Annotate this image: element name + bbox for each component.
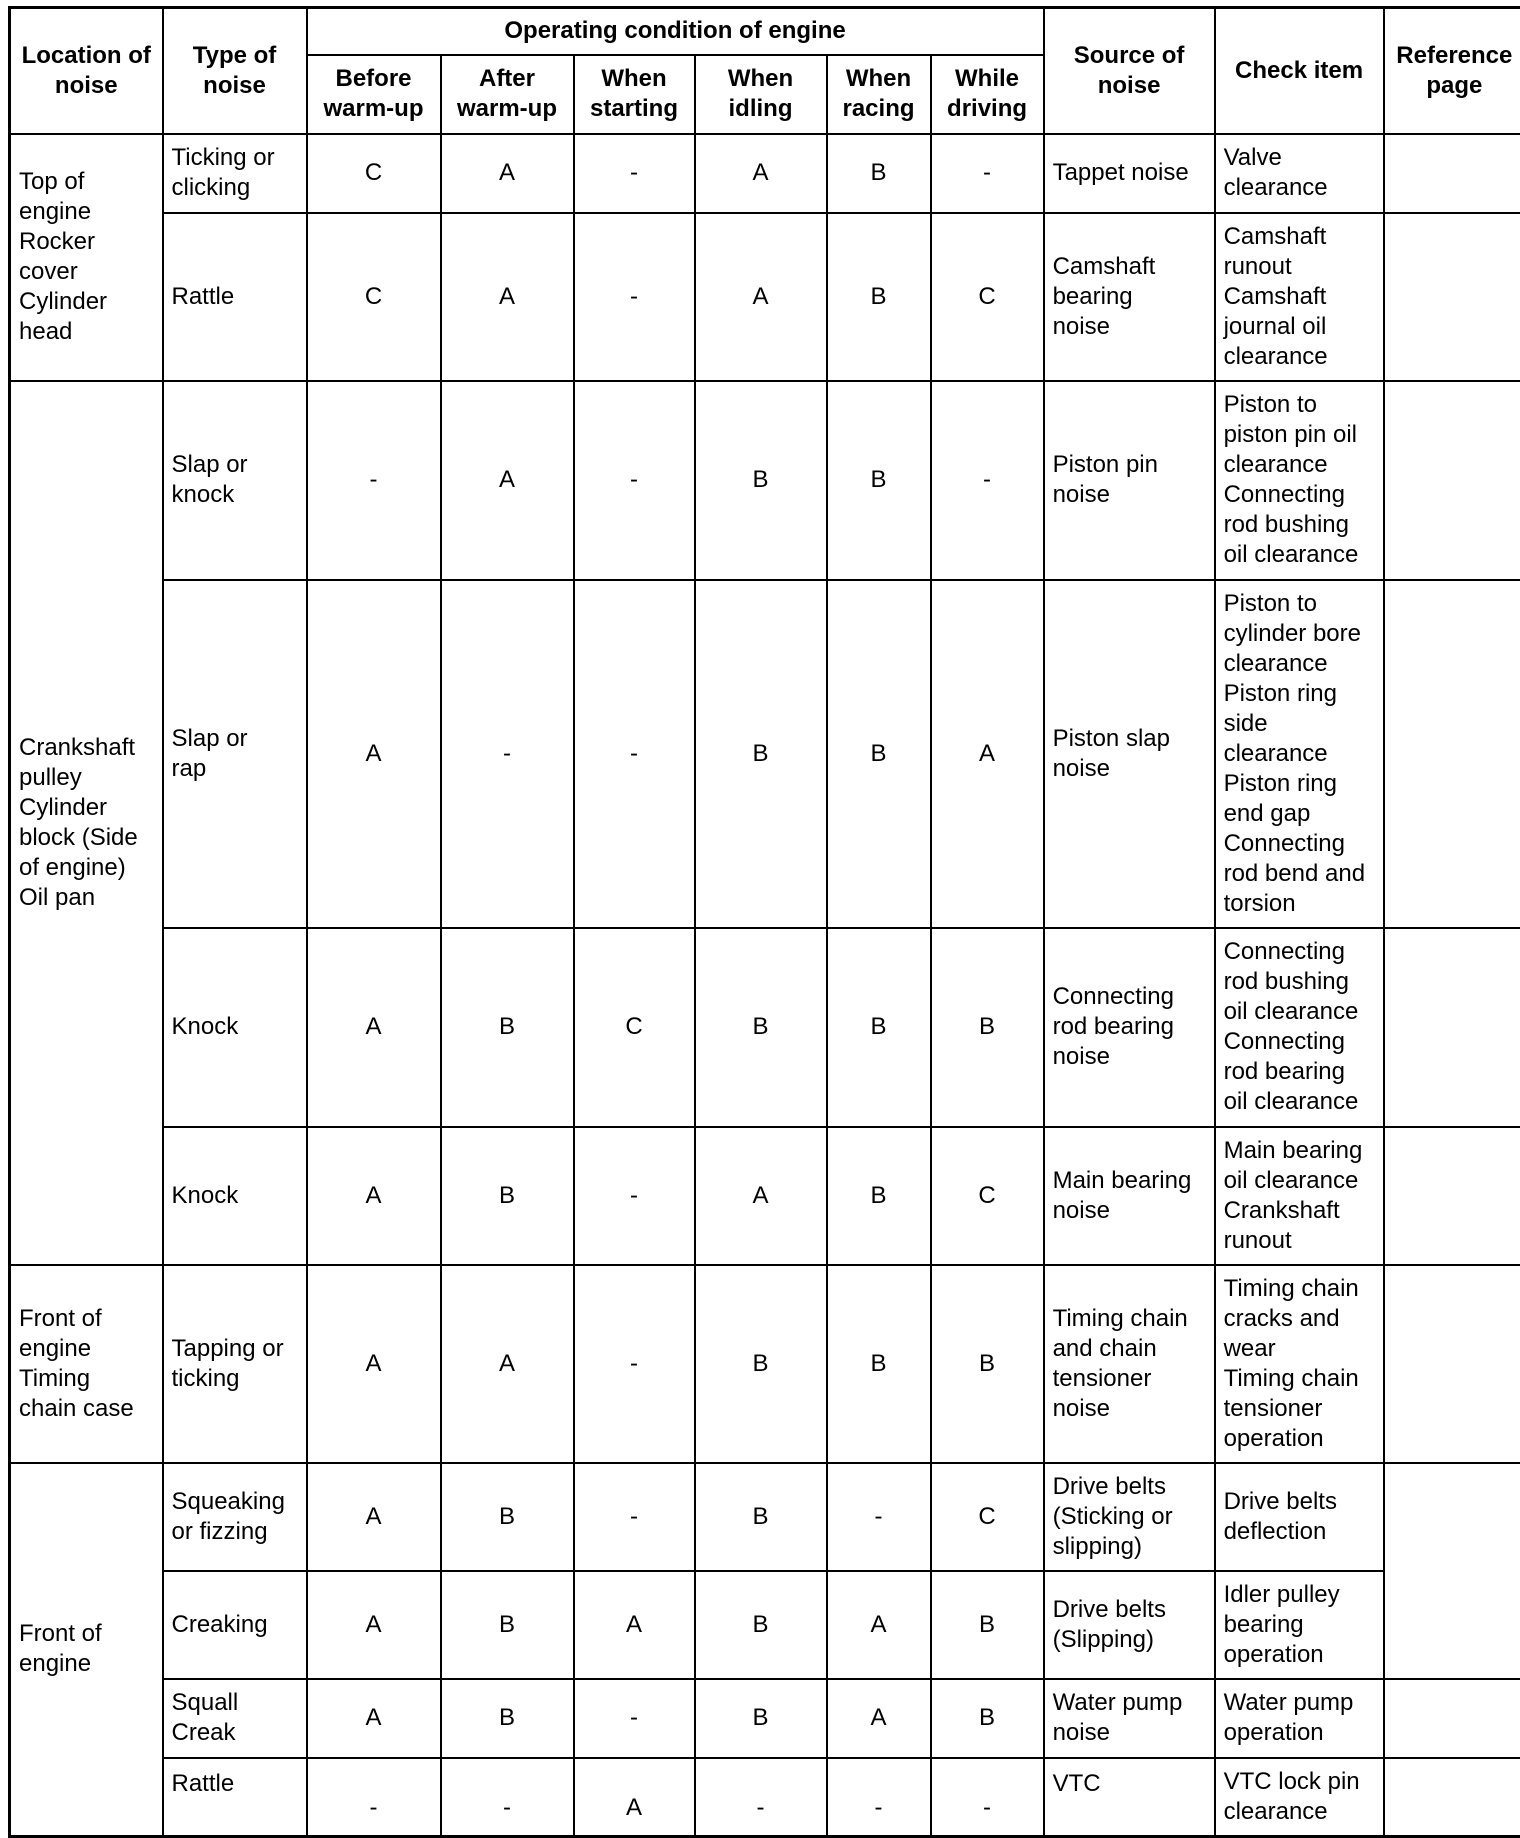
reference-cell	[1384, 381, 1520, 580]
source-cell: Piston slap noise	[1044, 580, 1215, 928]
when-starting-cell: -	[574, 213, 695, 381]
reference-cell	[1384, 1679, 1520, 1758]
after-warm-up-cell: A	[441, 381, 574, 580]
check-item-cell: Main bearing oil clearance Crankshaft runout	[1215, 1127, 1384, 1265]
while-driving-cell: B	[931, 1265, 1044, 1463]
type-cell: Ticking or clicking	[163, 134, 307, 213]
type-cell: Slap or knock	[163, 381, 307, 580]
table-row	[10, 1463, 1520, 1571]
while-driving-cell: -	[931, 1758, 1044, 1837]
before-warm-up-cell: C	[307, 134, 441, 213]
table-row	[10, 580, 1520, 928]
type-cell: Knock	[163, 1127, 307, 1265]
table-row	[10, 1571, 1520, 1679]
table-row	[10, 1127, 1520, 1265]
table-row	[10, 1679, 1520, 1758]
check-item-cell: Water pump operation	[1215, 1679, 1384, 1758]
when-idling-cell: A	[695, 1127, 827, 1265]
table-row	[10, 1265, 1520, 1463]
source-cell: Tappet noise	[1044, 134, 1215, 213]
header-location: Location of noise	[10, 8, 163, 134]
while-driving-cell: C	[931, 213, 1044, 381]
type-cell: Squall Creak	[163, 1679, 307, 1758]
when-racing-cell: B	[827, 1265, 931, 1463]
check-item-cell: Timing chain cracks and wear Timing chain tensioner operation	[1215, 1265, 1384, 1463]
before-warm-up-cell: A	[307, 1571, 441, 1679]
while-driving-cell: C	[931, 1127, 1044, 1265]
after-warm-up-cell: -	[441, 1758, 574, 1837]
check-item-cell: Camshaft runout Camshaft journal oil clearance	[1215, 213, 1384, 381]
before-warm-up-cell: -	[307, 381, 441, 580]
header-source: Source of noise	[1044, 8, 1215, 134]
after-warm-up-cell: A	[441, 1265, 574, 1463]
when-idling-cell: A	[695, 134, 827, 213]
when-racing-cell: B	[827, 381, 931, 580]
when-starting-cell: -	[574, 1463, 695, 1571]
before-warm-up-cell: A	[307, 1265, 441, 1463]
reference-cell	[1384, 580, 1520, 928]
when-racing-cell: B	[827, 134, 931, 213]
source-cell: Piston pin noise	[1044, 381, 1215, 580]
source-cell: Connecting rod bearing noise	[1044, 928, 1215, 1127]
source-cell: Drive belts (Sticking or slipping)	[1044, 1463, 1215, 1571]
type-cell: Creaking	[163, 1571, 307, 1679]
header-type: Type of noise	[163, 8, 307, 134]
while-driving-cell: -	[931, 134, 1044, 213]
type-cell: Rattle	[163, 213, 307, 381]
when-starting-cell: -	[574, 134, 695, 213]
check-item-cell: Piston to cylinder bore clearance Piston ring side clearance Piston ring end gap Connecting rod bend and torsion	[1215, 580, 1384, 928]
when-idling-cell: B	[695, 381, 827, 580]
when-racing-cell: B	[827, 213, 931, 381]
when-starting-cell: A	[574, 1571, 695, 1679]
when-starting-cell: -	[574, 381, 695, 580]
when-starting-cell: -	[574, 1127, 695, 1265]
before-warm-up-cell: A	[307, 580, 441, 928]
when-racing-cell: A	[827, 1571, 931, 1679]
check-item-cell: Valve clearance	[1215, 134, 1384, 213]
when-starting-cell: -	[574, 1679, 695, 1758]
when-idling-cell: B	[695, 1463, 827, 1571]
check-item-cell: Drive belts deflection	[1215, 1463, 1384, 1571]
after-warm-up-cell: B	[441, 1463, 574, 1571]
while-driving-cell: B	[931, 928, 1044, 1127]
reference-cell	[1384, 1265, 1520, 1463]
check-item-cell: Connecting rod bushing oil clearance Connecting rod bearing oil clearance	[1215, 928, 1384, 1127]
location-cell: Front of engine	[10, 1463, 163, 1837]
header-check-item: Check item	[1215, 8, 1384, 134]
when-idling-cell: B	[695, 1265, 827, 1463]
header-after-warm-up: After warm-up	[441, 55, 574, 134]
reference-cell	[1384, 213, 1520, 381]
type-cell: Tapping or ticking	[163, 1265, 307, 1463]
check-item-cell: Piston to piston pin oil clearance Connecting rod bushing oil clearance	[1215, 381, 1384, 580]
when-starting-cell: C	[574, 928, 695, 1127]
when-idling-cell: B	[695, 580, 827, 928]
reference-cell	[1384, 1463, 1520, 1679]
header-when-starting: When starting	[574, 55, 695, 134]
source-cell: Main bearing noise	[1044, 1127, 1215, 1265]
source-cell: Camshaft bearing noise	[1044, 213, 1215, 381]
header-before-warm-up: Before warm-up	[307, 55, 441, 134]
reference-cell	[1384, 928, 1520, 1127]
when-idling-cell: -	[695, 1758, 827, 1837]
before-warm-up-cell: A	[307, 1463, 441, 1571]
table-row	[10, 134, 1520, 213]
when-starting-cell: A	[574, 1758, 695, 1837]
after-warm-up-cell: B	[441, 1679, 574, 1758]
when-idling-cell: A	[695, 213, 827, 381]
engine-noise-table	[8, 6, 1520, 1838]
when-racing-cell: -	[827, 1758, 931, 1837]
source-cell: VTC	[1044, 1758, 1215, 1837]
after-warm-up-cell: A	[441, 134, 574, 213]
location-cell: Crankshaft pulley Cylinder block (Side of engine) Oil pan	[10, 381, 163, 1265]
after-warm-up-cell: -	[441, 580, 574, 928]
header-when-racing: When racing	[827, 55, 931, 134]
after-warm-up-cell: A	[441, 213, 574, 381]
when-racing-cell: B	[827, 928, 931, 1127]
while-driving-cell: C	[931, 1463, 1044, 1571]
header-operating-condition: Operating condition of engine	[307, 8, 1044, 55]
check-item-cell: VTC lock pin clearance	[1215, 1758, 1384, 1837]
when-starting-cell: -	[574, 1265, 695, 1463]
location-cell: Front of engine Timing chain case	[10, 1265, 163, 1463]
source-cell: Drive belts (Slipping)	[1044, 1571, 1215, 1679]
type-cell: Slap or rap	[163, 580, 307, 928]
type-cell: Squeaking or fizzing	[163, 1463, 307, 1571]
before-warm-up-cell: A	[307, 928, 441, 1127]
when-racing-cell: B	[827, 580, 931, 928]
while-driving-cell: B	[931, 1571, 1044, 1679]
type-cell: Knock	[163, 928, 307, 1127]
when-idling-cell: B	[695, 1571, 827, 1679]
header-while-driving: While driving	[931, 55, 1044, 134]
when-racing-cell: -	[827, 1463, 931, 1571]
while-driving-cell: B	[931, 1679, 1044, 1758]
table-row	[10, 381, 1520, 580]
when-racing-cell: B	[827, 1127, 931, 1265]
before-warm-up-cell: A	[307, 1127, 441, 1265]
reference-cell	[1384, 1127, 1520, 1265]
header-when-idling: When idling	[695, 55, 827, 134]
before-warm-up-cell: -	[307, 1758, 441, 1837]
source-cell: Water pump noise	[1044, 1679, 1215, 1758]
when-idling-cell: B	[695, 1679, 827, 1758]
after-warm-up-cell: B	[441, 1127, 574, 1265]
before-warm-up-cell: A	[307, 1679, 441, 1758]
while-driving-cell: -	[931, 381, 1044, 580]
when-racing-cell: A	[827, 1679, 931, 1758]
reference-cell	[1384, 134, 1520, 213]
source-cell: Timing chain and chain tensioner noise	[1044, 1265, 1215, 1463]
type-cell: Rattle	[163, 1758, 307, 1837]
reference-cell	[1384, 1758, 1520, 1837]
location-cell: Top of engine Rocker cover Cylinder head	[10, 134, 163, 381]
after-warm-up-cell: B	[441, 1571, 574, 1679]
when-starting-cell: -	[574, 580, 695, 928]
check-item-cell: Idler pulley bearing operation	[1215, 1571, 1384, 1679]
table-row	[10, 928, 1520, 1127]
when-idling-cell: B	[695, 928, 827, 1127]
after-warm-up-cell: B	[441, 928, 574, 1127]
table-row	[10, 1758, 1520, 1837]
table-row	[10, 213, 1520, 381]
before-warm-up-cell: C	[307, 213, 441, 381]
header-reference-page: Reference page	[1384, 8, 1520, 134]
while-driving-cell: A	[931, 580, 1044, 928]
